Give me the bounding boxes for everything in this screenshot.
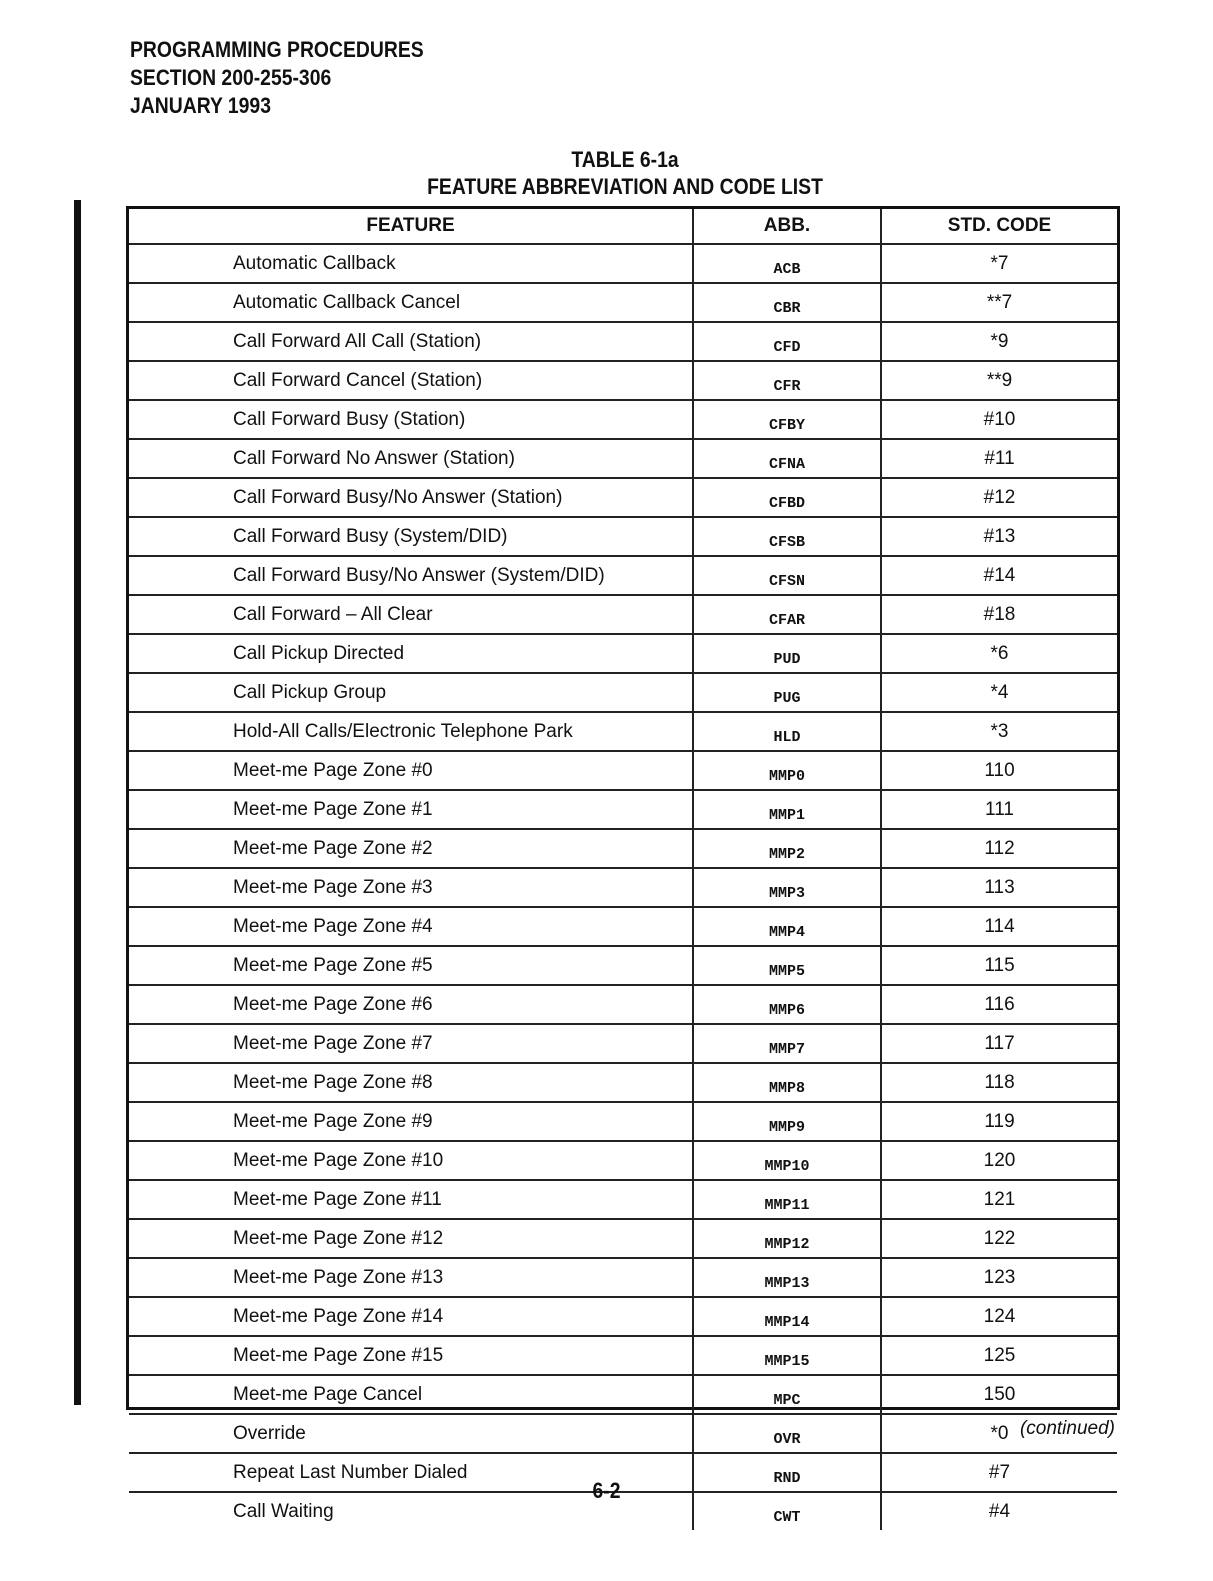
feature-cell: Meet-me Page Zone #8 bbox=[129, 1063, 693, 1102]
abbreviation-cell: OVR bbox=[693, 1414, 881, 1453]
table-row bbox=[129, 1219, 1117, 1258]
code-cell: #13 bbox=[881, 517, 1117, 556]
feature-cell: Override bbox=[129, 1414, 693, 1453]
document-header bbox=[130, 36, 424, 120]
abbreviation-cell: CFBD bbox=[693, 478, 881, 517]
table-row bbox=[129, 244, 1117, 283]
abbreviation-cell: CBR bbox=[693, 283, 881, 322]
code-cell: 119 bbox=[881, 1102, 1117, 1141]
feature-cell: Call Forward Busy/No Answer (System/DID) bbox=[129, 556, 693, 595]
table-row bbox=[129, 1141, 1117, 1180]
feature-table bbox=[129, 209, 1117, 1530]
code-cell: 123 bbox=[881, 1258, 1117, 1297]
code-cell: 120 bbox=[881, 1141, 1117, 1180]
feature-cell: Automatic Callback Cancel bbox=[129, 283, 693, 322]
abbreviation-cell: MMP4 bbox=[693, 907, 881, 946]
feature-cell: Call Forward – All Clear bbox=[129, 595, 693, 634]
abbreviation-cell: CFR bbox=[693, 361, 881, 400]
code-cell: *6 bbox=[881, 634, 1117, 673]
feature-cell: Repeat Last Number Dialed bbox=[129, 1453, 693, 1492]
feature-cell: Automatic Callback bbox=[129, 244, 693, 283]
abbreviation-cell: MMP10 bbox=[693, 1141, 881, 1180]
table-row bbox=[129, 283, 1117, 322]
column-header-code: STD. CODE bbox=[881, 209, 1117, 244]
abbreviation-cell: MMP5 bbox=[693, 946, 881, 985]
abbreviation-cell: MMP7 bbox=[693, 1024, 881, 1063]
abbreviation-cell: CFSB bbox=[693, 517, 881, 556]
abbreviation-cell: MMP15 bbox=[693, 1336, 881, 1375]
table-row bbox=[129, 400, 1117, 439]
table-title: FEATURE ABBREVIATION AND CODE LIST bbox=[427, 174, 823, 199]
abbreviation-cell: MMP6 bbox=[693, 985, 881, 1024]
feature-cell: Call Waiting bbox=[129, 1492, 693, 1530]
code-cell: 113 bbox=[881, 868, 1117, 907]
table-row bbox=[129, 1102, 1117, 1141]
code-cell: *7 bbox=[881, 244, 1117, 283]
feature-cell: Meet-me Page Zone #1 bbox=[129, 790, 693, 829]
feature-cell: Meet-me Page Zone #3 bbox=[129, 868, 693, 907]
code-cell: 114 bbox=[881, 907, 1117, 946]
table-row bbox=[129, 361, 1117, 400]
code-cell: *0 bbox=[881, 1414, 1117, 1453]
table-row bbox=[129, 907, 1117, 946]
abbreviation-cell: MMP14 bbox=[693, 1297, 881, 1336]
feature-cell: Call Pickup Group bbox=[129, 673, 693, 712]
code-cell: #18 bbox=[881, 595, 1117, 634]
abbreviation-cell: CFSN bbox=[693, 556, 881, 595]
code-cell: 110 bbox=[881, 751, 1117, 790]
table-row bbox=[129, 985, 1117, 1024]
feature-cell: Call Forward Cancel (Station) bbox=[129, 361, 693, 400]
code-cell: #11 bbox=[881, 439, 1117, 478]
code-cell: 118 bbox=[881, 1063, 1117, 1102]
feature-cell: Call Forward Busy (System/DID) bbox=[129, 517, 693, 556]
code-cell: *4 bbox=[881, 673, 1117, 712]
feature-cell: Meet-me Page Zone #11 bbox=[129, 1180, 693, 1219]
table-row bbox=[129, 1336, 1117, 1375]
abbreviation-cell: MMP1 bbox=[693, 790, 881, 829]
abbreviation-cell: CFD bbox=[693, 322, 881, 361]
code-cell: #12 bbox=[881, 478, 1117, 517]
column-header-feature: FEATURE bbox=[129, 209, 693, 244]
abbreviation-cell: PUG bbox=[693, 673, 881, 712]
feature-cell: Meet-me Page Zone #5 bbox=[129, 946, 693, 985]
column-header-abbreviation: ABB. bbox=[693, 209, 881, 244]
feature-cell: Meet-me Page Zone #12 bbox=[129, 1219, 693, 1258]
table-row bbox=[129, 439, 1117, 478]
abbreviation-cell: CFAR bbox=[693, 595, 881, 634]
table-row bbox=[129, 751, 1117, 790]
header-section: SECTION 200-255-306 bbox=[130, 65, 332, 90]
table-number: TABLE 6-1a bbox=[571, 147, 679, 172]
code-cell: 112 bbox=[881, 829, 1117, 868]
feature-cell: Meet-me Page Zone #0 bbox=[129, 751, 693, 790]
abbreviation-cell: MMP12 bbox=[693, 1219, 881, 1258]
feature-cell: Meet-me Page Zone #2 bbox=[129, 829, 693, 868]
feature-cell: Call Pickup Directed bbox=[129, 634, 693, 673]
code-cell: *3 bbox=[881, 712, 1117, 751]
code-cell: 115 bbox=[881, 946, 1117, 985]
revision-bar bbox=[74, 200, 81, 1405]
table-body bbox=[129, 244, 1117, 1530]
code-cell: 116 bbox=[881, 985, 1117, 1024]
table-row bbox=[129, 634, 1117, 673]
code-cell: 117 bbox=[881, 1024, 1117, 1063]
abbreviation-cell: MMP0 bbox=[693, 751, 881, 790]
table-row bbox=[129, 946, 1117, 985]
code-cell: **9 bbox=[881, 361, 1117, 400]
abbreviation-cell: MMP11 bbox=[693, 1180, 881, 1219]
code-cell: 150 bbox=[881, 1375, 1117, 1414]
code-cell: 121 bbox=[881, 1180, 1117, 1219]
code-cell: *9 bbox=[881, 322, 1117, 361]
abbreviation-cell: MMP3 bbox=[693, 868, 881, 907]
table-row bbox=[129, 517, 1117, 556]
feature-cell: Hold-All Calls/Electronic Telephone Park bbox=[129, 712, 693, 751]
abbreviation-cell: CWT bbox=[693, 1492, 881, 1530]
table-row bbox=[129, 790, 1117, 829]
feature-cell: Meet-me Page Zone #13 bbox=[129, 1258, 693, 1297]
feature-cell: Call Forward Busy (Station) bbox=[129, 400, 693, 439]
feature-cell: Meet-me Page Cancel bbox=[129, 1375, 693, 1414]
feature-cell: Call Forward Busy/No Answer (Station) bbox=[129, 478, 693, 517]
feature-cell: Call Forward All Call (Station) bbox=[129, 322, 693, 361]
abbreviation-cell: PUD bbox=[693, 634, 881, 673]
code-cell: 124 bbox=[881, 1297, 1117, 1336]
abbreviation-cell: RND bbox=[693, 1453, 881, 1492]
table-row bbox=[129, 556, 1117, 595]
code-cell: #7 bbox=[881, 1453, 1117, 1492]
code-cell: #14 bbox=[881, 556, 1117, 595]
abbreviation-cell: MPC bbox=[693, 1375, 881, 1414]
header-date: JANUARY 1993 bbox=[130, 93, 271, 118]
feature-cell: Meet-me Page Zone #4 bbox=[129, 907, 693, 946]
abbreviation-cell: MMP2 bbox=[693, 829, 881, 868]
code-cell: #10 bbox=[881, 400, 1117, 439]
table-row bbox=[129, 1297, 1117, 1336]
table-row bbox=[129, 1375, 1117, 1414]
table-row bbox=[129, 868, 1117, 907]
abbreviation-cell: HLD bbox=[693, 712, 881, 751]
table-row bbox=[129, 712, 1117, 751]
feature-cell: Meet-me Page Zone #15 bbox=[129, 1336, 693, 1375]
table-row bbox=[129, 1024, 1117, 1063]
table-row bbox=[129, 595, 1117, 634]
table-row bbox=[129, 1063, 1117, 1102]
page-number: 6-2 bbox=[592, 1478, 621, 1503]
feature-cell: Meet-me Page Zone #14 bbox=[129, 1297, 693, 1336]
table-row bbox=[129, 829, 1117, 868]
abbreviation-cell: CFNA bbox=[693, 439, 881, 478]
table-row bbox=[129, 673, 1117, 712]
table-header-row bbox=[129, 209, 1117, 244]
code-cell: 111 bbox=[881, 790, 1117, 829]
code-cell: **7 bbox=[881, 283, 1117, 322]
table-row bbox=[129, 322, 1117, 361]
code-cell: #4 bbox=[988, 1500, 1011, 1522]
table-row bbox=[129, 1414, 1117, 1453]
table-row bbox=[129, 1258, 1117, 1297]
feature-cell: Meet-me Page Zone #10 bbox=[129, 1141, 693, 1180]
table-caption bbox=[130, 146, 1120, 200]
table-row bbox=[129, 1180, 1117, 1219]
table-row bbox=[129, 478, 1117, 517]
feature-cell: Meet-me Page Zone #7 bbox=[129, 1024, 693, 1063]
feature-cell: Meet-me Page Zone #6 bbox=[129, 985, 693, 1024]
abbreviation-cell: MMP9 bbox=[693, 1102, 881, 1141]
header-procedures: PROGRAMMING PROCEDURES bbox=[130, 37, 424, 62]
code-cell: 122 bbox=[881, 1219, 1117, 1258]
feature-cell: Call Forward No Answer (Station) bbox=[129, 439, 693, 478]
abbreviation-cell: MMP13 bbox=[693, 1258, 881, 1297]
continued-note: (continued) bbox=[1019, 1418, 1115, 1439]
feature-cell: Meet-me Page Zone #9 bbox=[129, 1102, 693, 1141]
code-cell: 125 bbox=[881, 1336, 1117, 1375]
abbreviation-cell: ACB bbox=[693, 244, 881, 283]
abbreviation-cell: MMP8 bbox=[693, 1063, 881, 1102]
abbreviation-cell: CFBY bbox=[693, 400, 881, 439]
